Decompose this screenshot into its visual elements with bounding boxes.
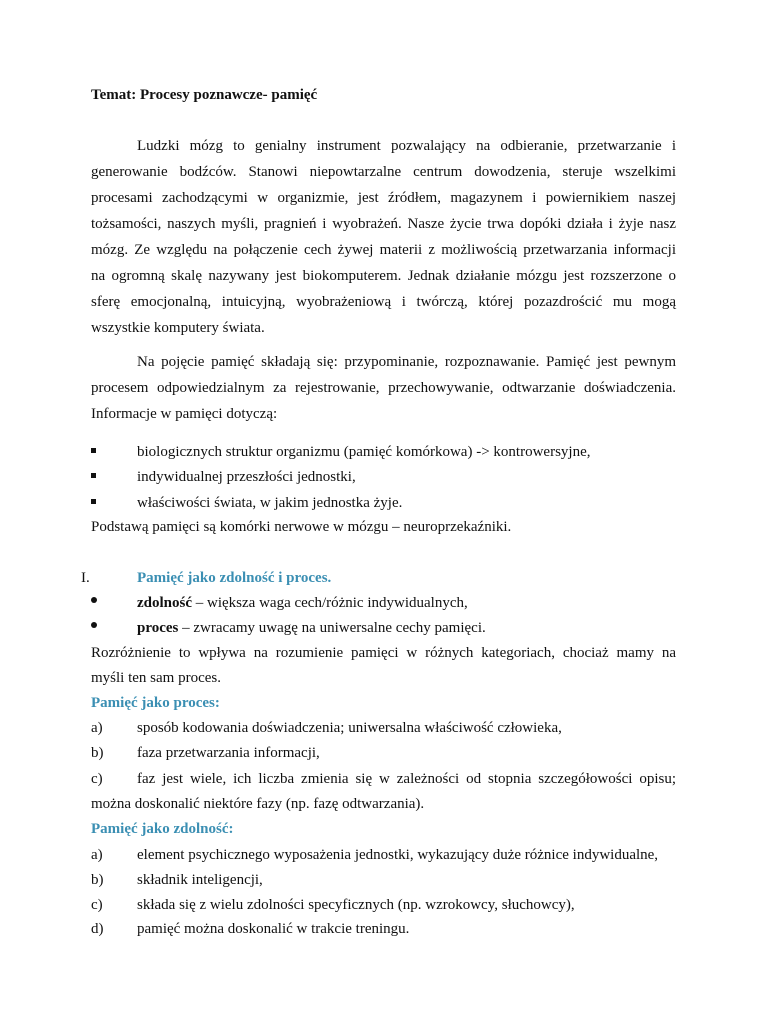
process-item-a: sposób kodowania doświadczenia; uniwersalna właściwość człowieka, [137,720,562,736]
round-bullet-icon [91,622,97,628]
memory-bullet-1: biologicznych struktur organizmu (pamięć komórkowa) -> kontrowersyjne, [137,444,591,460]
ability-label-b: b) [91,872,104,888]
process-label-a: a) [91,720,103,736]
ability-item-b: składnik inteligencji, [137,872,263,888]
section-heading: Pamięć jako zdolność i proces. [137,570,332,586]
square-bullet-icon [91,499,96,504]
round-bullet-icon [91,597,97,603]
intro-line-2: generowanie bodźców. Stanowi niepowtarzalne centrum dowodzenia, steruje wszelkimi [91,164,676,180]
ability-item-c: składa się z wielu zdolności specyficznych (np. wzrokowcy, słuchowcy), [137,897,575,913]
bullet-text: – zwracamy uwagę na uniwersalne cechy pamięci. [178,620,486,636]
memory-line-1: Na pojęcie pamięć składają się: przypominanie, rozpoznawanie. Pamięć jest pewnym [137,354,676,370]
distinction-line-1: Rozróżnienie to wpływa na rozumienie pamięci w różnych kategoriach, chociaż mamy na [91,645,676,661]
square-bullet-icon [91,473,96,478]
memory-line-2: procesem odpowiedzialnym za rejestrowanie, przechowywanie, odtwarzanie doświadczenia. [91,380,676,396]
process-label-c: c) [91,771,103,787]
process-label-b: b) [91,745,104,761]
basis-line: Podstawą pamięci są komórki nerwowe w mózgu – neuroprzekaźniki. [91,519,512,535]
memory-bullet-3: właściwości świata, w jakim jednostka żyje. [137,495,403,511]
section-bullet-2 [137,619,486,637]
ability-label-d: d) [91,921,104,937]
memory-bullet-2: indywidualnej przeszłości jednostki, [137,469,356,485]
bullet-term: zdolność [137,595,193,611]
square-bullet-icon [91,448,96,453]
bullet-text: – większa waga cech/różnic indywidualnych, [192,595,468,611]
process-item-c: faz jest wiele, ich liczba zmienia się w zależności od stopnia szczegółowości opisu; [137,771,676,787]
bullet-term: proces [137,620,179,636]
intro-line-7: sferę emocjonalną, intuicyjną, wyobrażeniową i twórczą, której pozazdrościć mu mogą [91,294,676,310]
intro-line-3: procesami zachodzącymi w organizmie, jest źródłem, magazynem i powiernikiem naszej [91,190,676,206]
intro-line-8: wszystkie komputery świata. [91,320,265,336]
intro-line-5: mózg. Ze względu na połączenie cech żywej materii z możliwością przetwarzania informacji [91,242,676,258]
process-heading: Pamięć jako proces: [91,695,220,711]
section-bullet-1 [137,594,468,612]
distinction-line-2: myśli ten sam proces. [91,670,221,686]
ability-item-a: element psychicznego wyposażenia jednostki, wykazujący duże różnice indywidualne, [137,847,659,863]
memory-line-3: Informacje w pamięci dotyczą: [91,406,278,422]
process-item-b: faza przetwarzania informacji, [137,745,320,761]
intro-line-4: tożsamości, naszych myśli, pragnień i wyobrażeń. Nasze życie trwa dopóki działa i żyje nasz [91,216,676,232]
document-title: Temat: Procesy poznawcze- pamięć [91,87,318,103]
ability-label-c: c) [91,897,103,913]
ability-heading: Pamięć jako zdolność: [91,821,234,837]
intro-line-6: na ogromną skalę nazywany jest biokomputerem. Jednak działanie mózgu jest rozszerzone o [91,268,676,284]
ability-item-d: pamięć można doskonalić w trakcie treningu. [137,921,410,937]
process-continuation: można doskonalić niektóre fazy (np. fazę odtwarzania). [91,796,425,812]
ability-label-a: a) [91,847,103,863]
section-numeral: I. [81,570,90,586]
intro-line-1: Ludzki mózg to genialny instrument pozwalający na odbieranie, przetwarzanie i [137,138,676,154]
